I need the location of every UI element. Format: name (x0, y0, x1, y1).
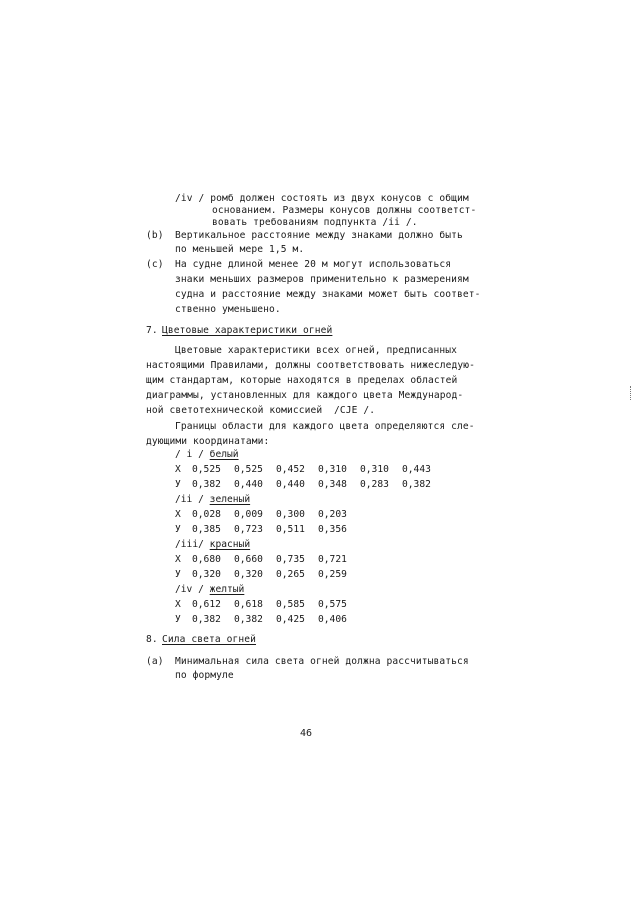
coordinate-y-value: 0,440 (234, 479, 263, 490)
coordinate-x-value: 0,203 (318, 509, 347, 520)
color-header (175, 494, 250, 506)
section-7-para1-line-1: Цветовые характеристики всех огней, предписанных (175, 345, 458, 356)
coordinate-y-value: 0,723 (234, 524, 263, 535)
axis-label-y: У (175, 524, 181, 535)
section-8-item-a-line-2: по формуле (175, 670, 234, 681)
axis-label-x: X (175, 599, 181, 610)
coordinate-x-value: 0,585 (276, 599, 305, 610)
axis-label-y: У (175, 479, 181, 490)
coordinate-y-value: 0,382 (192, 614, 221, 625)
coordinate-y-value: 0,385 (192, 524, 221, 535)
color-name: зеленый (209, 494, 251, 505)
item-c-line-1: На судне длиной менее 20 м могут использоваться (175, 259, 452, 270)
color-index: /ii / (175, 494, 204, 505)
color-header (175, 584, 244, 596)
coordinate-y-value: 0,382 (192, 479, 221, 490)
coordinate-y-value: 0,440 (276, 479, 305, 490)
coordinate-y-value: 0,382 (234, 614, 263, 625)
axis-label-y: У (175, 614, 181, 625)
item-c-line-2: знаки меньших размеров применительно к размерениям (175, 274, 469, 285)
color-name: красный (209, 539, 251, 550)
item-iv-line-2: основанием. Размеры конусов должны соответст- (212, 205, 477, 216)
section-7-heading: Цветовые характеристики огней (162, 325, 333, 336)
axis-label-y: У (175, 569, 181, 580)
section-8-number: 8. (146, 634, 158, 645)
section-8-item-a-line-1: Минимальная сила света огней должна рассчитываться (175, 656, 469, 667)
axis-label-x: X (175, 464, 181, 475)
coordinate-y-value: 0,265 (276, 569, 305, 580)
color-header (175, 449, 239, 461)
coordinate-x-value: 0,575 (318, 599, 347, 610)
item-c-line-4: ственно уменьшено. (175, 304, 281, 315)
axis-label-x: X (175, 509, 181, 520)
coordinate-x-value: 0,310 (360, 464, 389, 475)
section-7-para1-line-2: настоящими Правилами, должны соответствовать нижеследую- (146, 360, 476, 371)
coordinate-x-value: 0,618 (234, 599, 263, 610)
coordinate-y-value: 0,425 (276, 614, 305, 625)
coordinate-y-value: 0,320 (234, 569, 263, 580)
coordinate-y-value: 0,320 (192, 569, 221, 580)
section-8-item-a-marker: (a) (146, 656, 164, 667)
coordinate-x-value: 0,660 (234, 554, 263, 565)
item-iv-line-1: /iv / ромб должен состоять из двух конусов с общим (175, 193, 469, 204)
coordinate-y-value: 0,511 (276, 524, 305, 535)
section-7-para1-line-5: ной светотехнической комиссией /CJE /. (146, 405, 376, 416)
section-7-para1-line-4: диаграммы, установленных для каждого цвета Международ- (146, 390, 464, 401)
item-b-line-2: по меньшей мере 1,5 м. (175, 244, 305, 255)
coordinate-y-value: 0,406 (318, 614, 347, 625)
coordinate-y-value: 0,348 (318, 479, 347, 490)
coordinate-x-value: 0,525 (192, 464, 221, 475)
coordinate-x-value: 0,452 (276, 464, 305, 475)
coordinate-x-value: 0,680 (192, 554, 221, 565)
coordinate-x-value: 0,009 (234, 509, 263, 520)
item-c-marker: (c) (146, 259, 164, 270)
coordinate-x-value: 0,735 (276, 554, 305, 565)
color-name: желтый (209, 584, 245, 595)
section-7-para2-line-1: Границы области для каждого цвета определяются сле- (175, 421, 475, 432)
item-b-line-1: Вертикальное расстояние между знаками должно быть (175, 230, 463, 241)
coordinate-x-value: 0,612 (192, 599, 221, 610)
coordinate-y-value: 0,283 (360, 479, 389, 490)
item-b-marker: (b) (146, 230, 164, 241)
color-index: /iii/ (175, 539, 204, 550)
axis-label-x: X (175, 554, 181, 565)
scan-edge-mark (630, 386, 632, 400)
coordinate-x-value: 0,310 (318, 464, 347, 475)
color-index: / i / (175, 449, 204, 460)
color-index: /iv / (175, 584, 204, 595)
section-7-number: 7. (146, 325, 158, 336)
section-7-para1-line-3: щим стандартам, которые находятся в пределах областей (146, 375, 458, 386)
color-header (175, 539, 250, 551)
section-7-para2-line-2: дующими координатами: (146, 436, 270, 447)
coordinate-x-value: 0,028 (192, 509, 221, 520)
coordinate-x-value: 0,525 (234, 464, 263, 475)
item-iv-line-3: вовать требованиям подпункта /ii /. (212, 217, 418, 228)
item-c-line-3: судна и расстояние между знаками может быть соответ- (175, 289, 481, 300)
color-name: белый (209, 449, 239, 460)
coordinate-x-value: 0,721 (318, 554, 347, 565)
coordinate-x-value: 0,443 (402, 464, 431, 475)
coordinate-y-value: 0,382 (402, 479, 431, 490)
coordinate-x-value: 0,300 (276, 509, 305, 520)
coordinate-y-value: 0,356 (318, 524, 347, 535)
coordinate-y-value: 0,259 (318, 569, 347, 580)
page-number: 46 (300, 728, 313, 739)
section-8-heading: Сила света огней (162, 634, 257, 645)
